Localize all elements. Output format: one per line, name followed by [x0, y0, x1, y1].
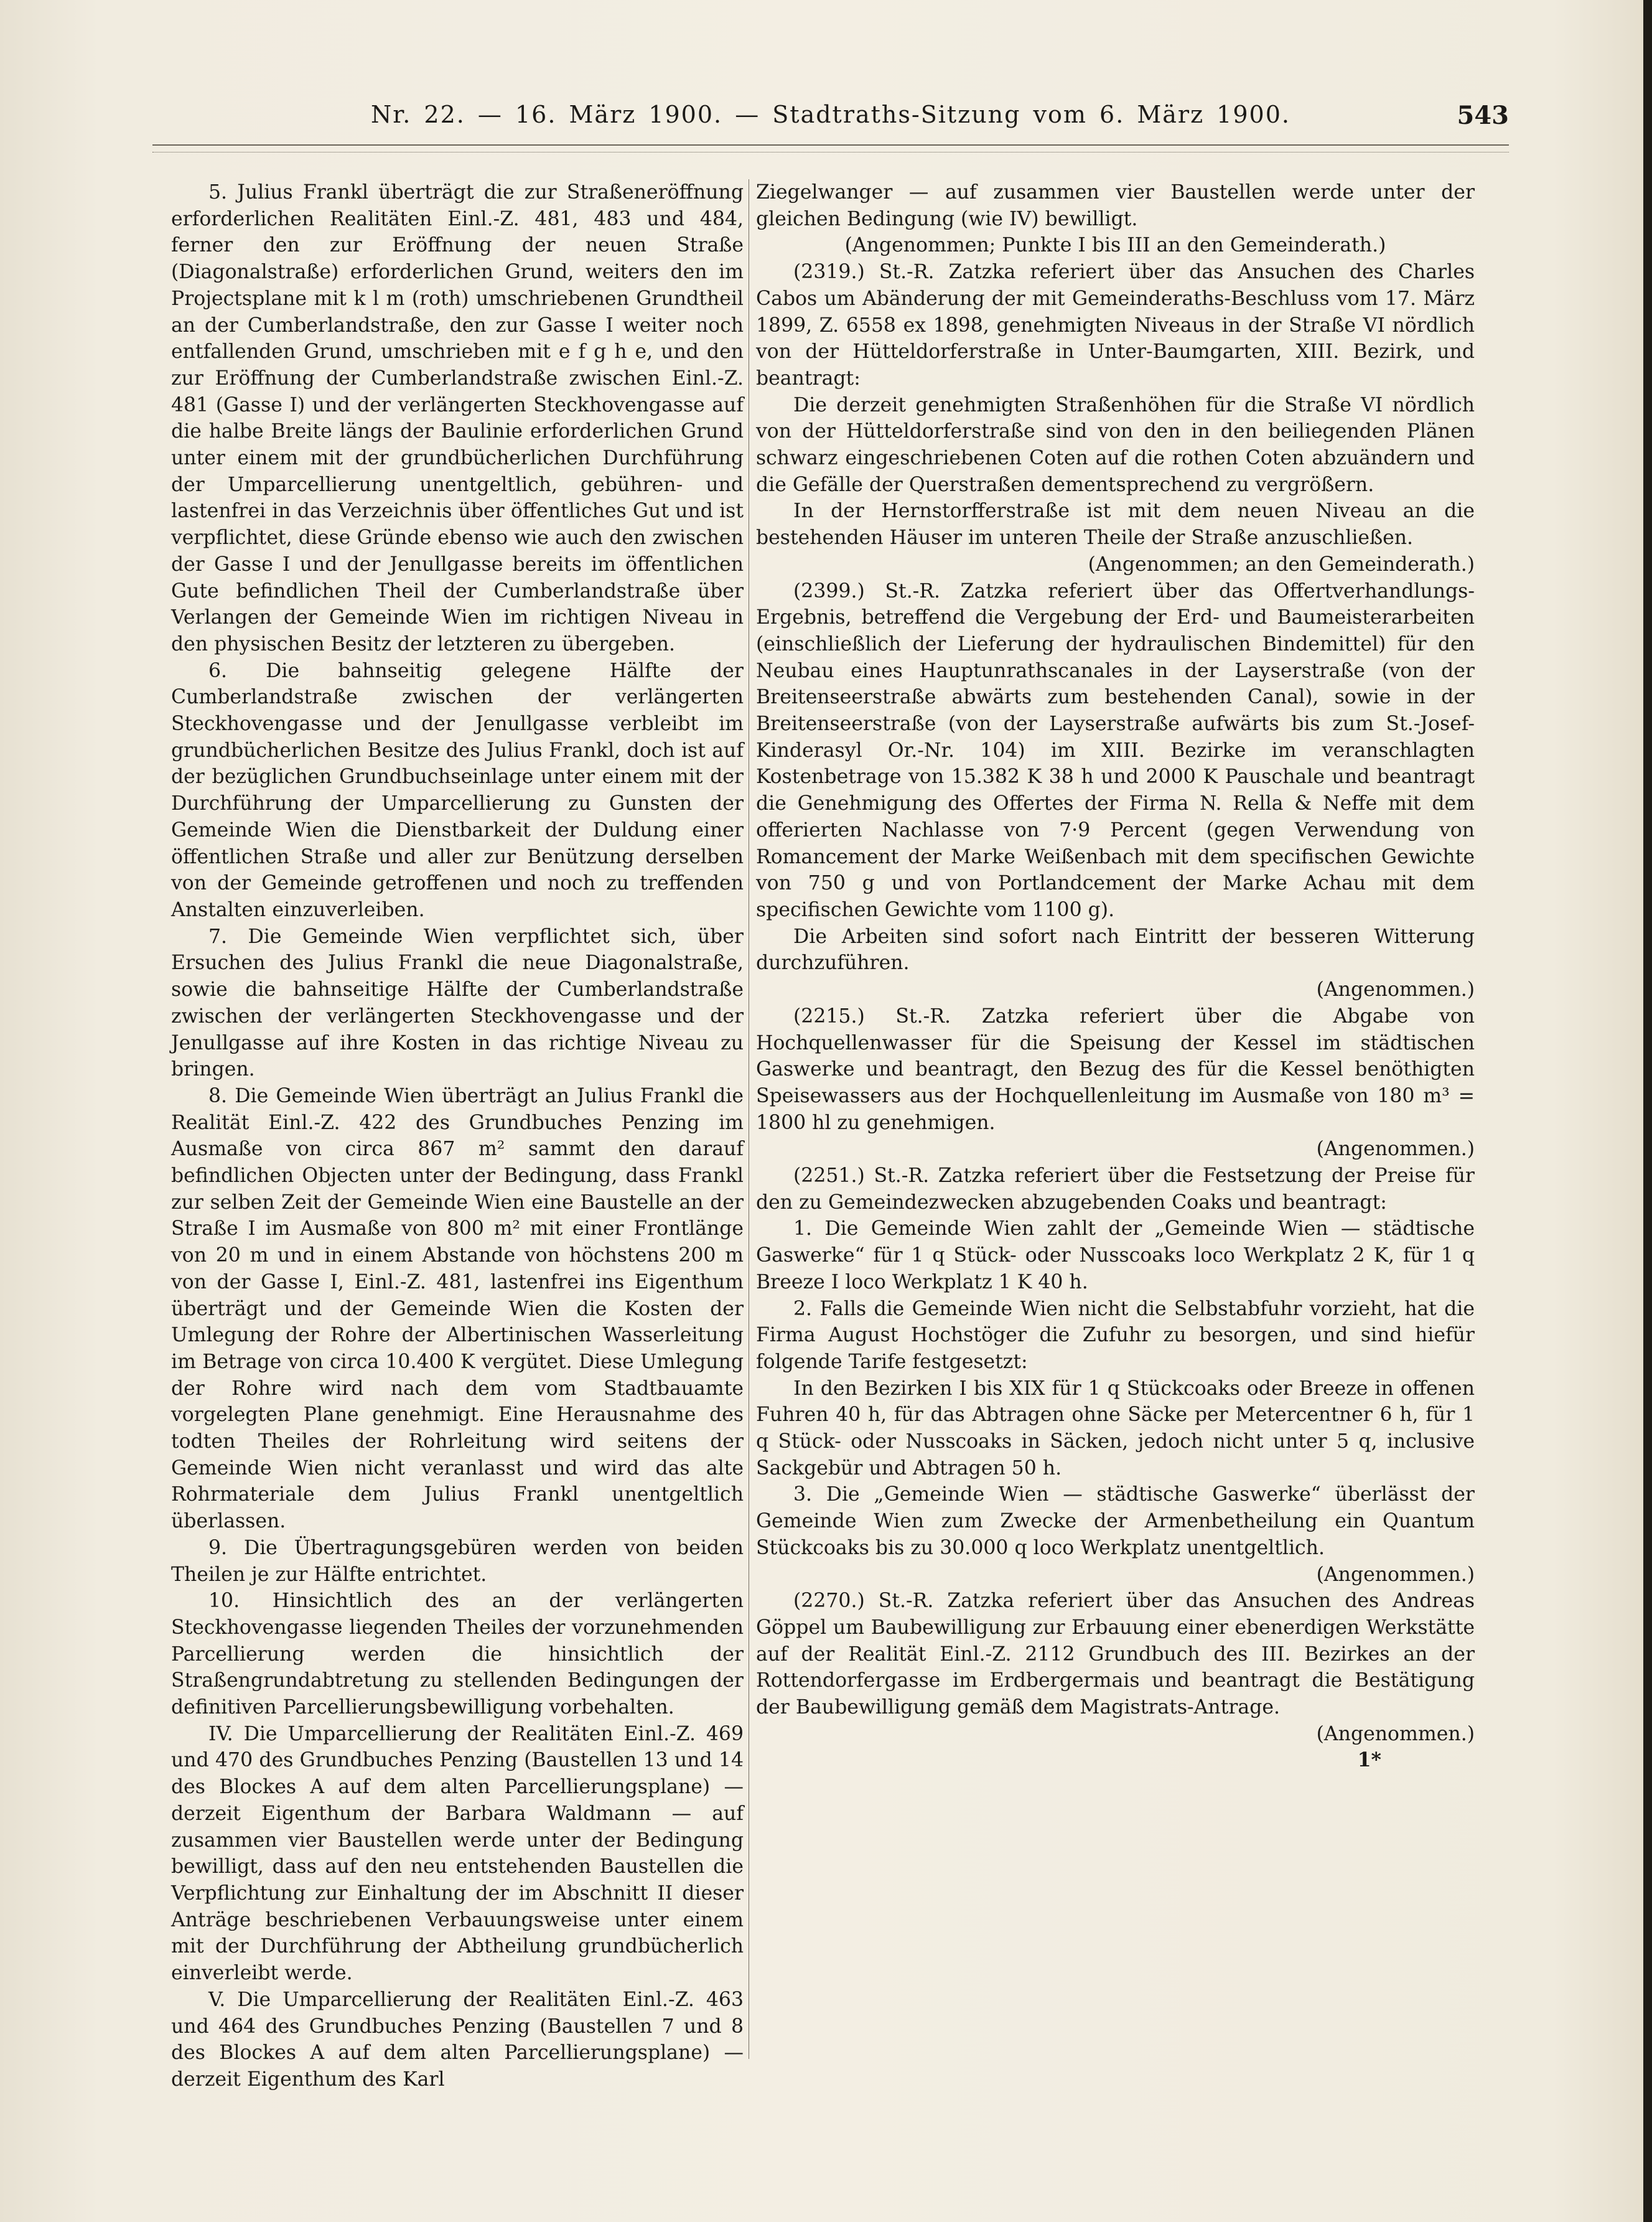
right-column	[756, 179, 1475, 1774]
header-title: Nr. 22. — 16. März 1900. — Stadtraths-Sitzung vom 6. März 1900.	[371, 101, 1290, 128]
paragraph-IV: IV. Die Umparcellierung der Realitäten Einl.-Z. 469 und 470 des Grundbuches Penzing (Baustellen 13 und 14 des Blockes A auf dem alten Parcellierungsplane) — derzeit Eigenthum der Barbara Waldmann — auf zusammen vier Baustellen werde unter der Bedingung bewilligt, dass auf den neu entstehenden Baustellen die Verpflichtung zur Einhaltung der im Abschnitt II dieser Anträge beschriebenen Verbauungsweise unter einem mit der Durchführung der Abtheilung grundbücherlich einverleibt werde.	[171, 1722, 744, 1985]
item-2270: (2270.) St.-R. Zatzka referiert über das Ansuchen des Andreas Göppel um Baubewilligung zur Erbauung einer ebenerdigen Werkstätte auf der Realität Einl.-Z. 2112 Grundbuch des III. Bezirkes an der Rottendorfergasse im Erdbergermais und beantragt die Bestätigung der Baubewilligung gemäß dem Magistrats-Antrage.	[756, 1590, 1475, 1719]
result-note: (Angenommen.)	[1316, 1563, 1475, 1586]
paragraph-5: 5. Julius Frankl überträgt die zur Straßeneröffnung erforderlichen Realitäten Einl.-Z. 481, 483 und 484, ferner den zur Eröffnung der neuen Straße (Diagonalstraße) erforderlichen Grund, weiters den im Projectsplane mit k l m (roth) umschriebenen Grundtheil an der Cumberlandstraße, den zur Gasse I weiter noch entfallenden Grund, umschrieben mit e f g h e, und den zur Eröffnung der Cumberlandstraße zwischen Einl.-Z. 481 (Gasse I) und der verlängerten Steckhovengasse auf die halbe Breite längs der Baulinie erforderlichen Grund unter einem mit der grundbücherlichen Durchführung der Umparcellierung unentgeltlich, gebühren- und lastenfrei in das Verzeichnis über öffentliches Gut und ist verpflichtet, diese Gründe ebenso wie auch den zwischen der Gasse I und der Jenullgasse bereits im öffentlichen Gute befindlichen Theil der Cumberlandstraße über Verlangen der Gemeinde Wien im richtigen Niveau in den physischen Besitz der letzteren zu übergeben.	[171, 181, 744, 655]
item-2319: (2319.) St.-R. Zatzka referiert über das Ansuchen des Charles Cabos um Abänderung der mit Gemeinderaths-Beschluss vom 17. März 1899, Z. 6558 ex 1898, genehmigten Niveaus in der Straße VI nördlich von der Hütteldorferstraße in Unter-Baumgarten, XIII. Bezirk, und beantragt:	[756, 261, 1475, 390]
item-2251-point: In den Bezirken I bis XIX für 1 q Stückcoaks oder Breeze in offenen Fuhren 40 h, für das Abtragen ohne Säcke per Metercentner 6 h, für 1 q Stück- oder Nusscoaks in Säcken, jedoch nicht unter 5 q, inclusive Sackgebür und Abtragen 50 h.	[756, 1377, 1475, 1479]
item-2319-text: Die derzeit genehmigten Straßenhöhen für die Straße VI nördlich von der Hütteldorferstraße sind von den in den beiliegenden Plänen schwarz eingeschriebenen Coten auf die rothen Coten abzuändern und die Gefälle der Querstraßen dementsprechend zu vergrößern.	[756, 393, 1475, 496]
result-note: (Angenommen.)	[1316, 978, 1475, 1001]
paragraph-7: 7. Die Gemeinde Wien verpflichtet sich, über Ersuchen des Julius Frankl die neue Diagonalstraße, sowie die bahnseitige Hälfte der Cumberlandstraße zwischen der verlängerten Steckhovengasse und der Jenullgasse auf ihre Kosten in das richtige Niveau zu bringen.	[171, 925, 744, 1081]
item-2251-point: 1. Die Gemeinde Wien zahlt der „Gemeinde Wien — städtische Gaswerke“ für 1 q Stück- oder Nusscoaks loco Werkplatz 2 K, für 1 q Breeze I loco Werkplatz 1 K 40 h.	[756, 1217, 1475, 1293]
result-note: (Angenommen.)	[1316, 1722, 1475, 1745]
paragraph-10: 10. Hinsichtlich des an der verlängerten Steckhovengasse liegenden Theiles der vorzunehmenden Parcellierung werden die hinsichtlich der Straßengrundabtretung zu stellenden Bedingungen der definitiven Parcellierungsbewilligung vorbehalten.	[171, 1590, 744, 1719]
result-note: (Angenommen; Punkte I bis III an den Gemeinderath.)	[844, 234, 1386, 257]
item-2251-point: 3. Die „Gemeinde Wien — städtische Gaswerke“ überlässt der Gemeinde Wien zum Zwecke der Armenbetheilung ein Quantum Stückcoaks bis zu 30.000 q loco Werkplatz unentgeltlich.	[756, 1483, 1475, 1559]
item-2215: (2215.) St.-R. Zatzka referiert über die Abgabe von Hochquellenwasser für die Speisung der Kessel im städtischen Gaswerke und beantragt, den Bezug des für die Kessel benöthigten Speisewassers aus der Hochquellenleitung im Ausmaße von 180 m³ = 1800 hl zu genehmigen.	[756, 1005, 1475, 1134]
paragraph-6: 6. Die bahnseitig gelegene Hälfte der Cumberlandstraße zwischen der verlängerten Steckhovengasse und der Jenullgasse verbleibt im grundbücherlichen Besitze des Julius Frankl, doch ist auf der bezüglichen Grundbuchseinlage unter einem mit der Durchführung der Umparcellierung zu Gunsten der Gemeinde Wien die Dienstbarkeit der Duldung einer öffentlichen Straße und aller zur Benützung derselben von der Gemeinde getroffenen und noch zu treffenden Anstalten einzuverleiben.	[171, 659, 744, 921]
item-2399-text: Die Arbeiten sind sofort nach Eintritt der besseren Witterung durchzuführen.	[756, 925, 1475, 975]
continuation-paragraph: Ziegelwanger — auf zusammen vier Baustellen werde unter der gleichen Bedingung (wie IV) bewilligt.	[756, 181, 1475, 230]
signature-mark: 1*	[1357, 1748, 1381, 1772]
page-header	[152, 101, 1509, 146]
scan-edge	[1643, 0, 1652, 2222]
header-rule	[152, 144, 1509, 152]
page-number: 543	[1457, 101, 1509, 130]
paragraph-8: 8. Die Gemeinde Wien überträgt an Julius Frankl die Realität Einl.-Z. 422 des Grundbuches Penzing im Ausmaße von circa 867 m² sammt den darauf befindlichen Objecten unter der Bedingung, dass Frankl zur selben Zeit der Gemeinde Wien eine Baustelle an der Straße I im Ausmaße von 800 m² mit einer Frontlänge von 20 m und in einem Abstande von höchstens 200 m von der Gasse I, Einl.-Z. 481, lastenfrei ins Eigenthum überträgt und der Gemeinde Wien die Kosten der Umlegung der Rohre der Albertinischen Wasserleitung im Betrage von circa 10.400 K vergütet. Diese Umlegung der Rohre wird nach dem vom Stadtbauamte vorgelegten Plane genehmigt. Eine Herausnahme des todten Theiles der Rohrleitung wird seitens der Gemeinde Wien nicht veranlasst und wird das alte Rohrmateriale dem Julius Frankl unentgeltlich überlassen.	[171, 1084, 744, 1533]
left-column	[171, 179, 744, 2093]
result-note: (Angenommen; an den Gemeinderath.)	[1088, 553, 1475, 576]
paragraph-V: V. Die Umparcellierung der Realitäten Einl.-Z. 463 und 464 des Grundbuches Penzing (Baustellen 7 und 8 des Blockes A auf dem alten Parcellierungsplane) — derzeit Eigenthum des Karl	[171, 1988, 744, 2091]
item-2251-point: 2. Falls die Gemeinde Wien nicht die Selbstabfuhr vorzieht, hat die Firma August Hochstöger die Zufuhr zu besorgen, und sind hiefür folgende Tarife festgesetzt:	[756, 1297, 1475, 1373]
paragraph-9: 9. Die Übertragungsgebüren werden von beiden Theilen je zur Hälfte entrichtet.	[171, 1536, 744, 1586]
item-2251: (2251.) St.-R. Zatzka referiert über die Festsetzung der Preise für den zu Gemeindezwecken abzugebenden Coaks und beantragt:	[756, 1165, 1475, 1214]
item-2399: (2399.) St.-R. Zatzka referiert über das Offertverhandlungs-Ergebnis, betreffend die Vergebung der Erd- und Baumeisterarbeiten (einschließlich der Lieferung der hydraulischen Bindemittel) für den Neubau eines Hauptunrathscanales in der Layserstraße (von der Breitenseerstraße abwärts zum bestehenden Canal), sowie in der Breitenseerstraße (von der Layserstraße aufwärts bis zum St.-Josef-Kinderasyl Or.-Nr. 104) im XIII. Bezirke im veranschlagten Kostenbetrage von 15.382 K 38 h und 2000 K Pauschale und beantragt die Genehmigung des Offertes der Firma N. Rella & Neffe mit dem offerierten Nachlasse von 7·9 Percent (gegen Verwendung von Romancement der Marke Weißenbach mit dem specifischen Gewichte von 750 g und von Portlandcement der Marke Achau mit dem specifischen Gewichte vom 1100 g).	[756, 579, 1475, 921]
result-note: (Angenommen.)	[1316, 1138, 1475, 1161]
item-2319-text: In der Hernstorfferstraße ist mit dem neuen Niveau an die bestehenden Häuser im unteren Theile der Straße anzuschließen.	[756, 500, 1475, 550]
